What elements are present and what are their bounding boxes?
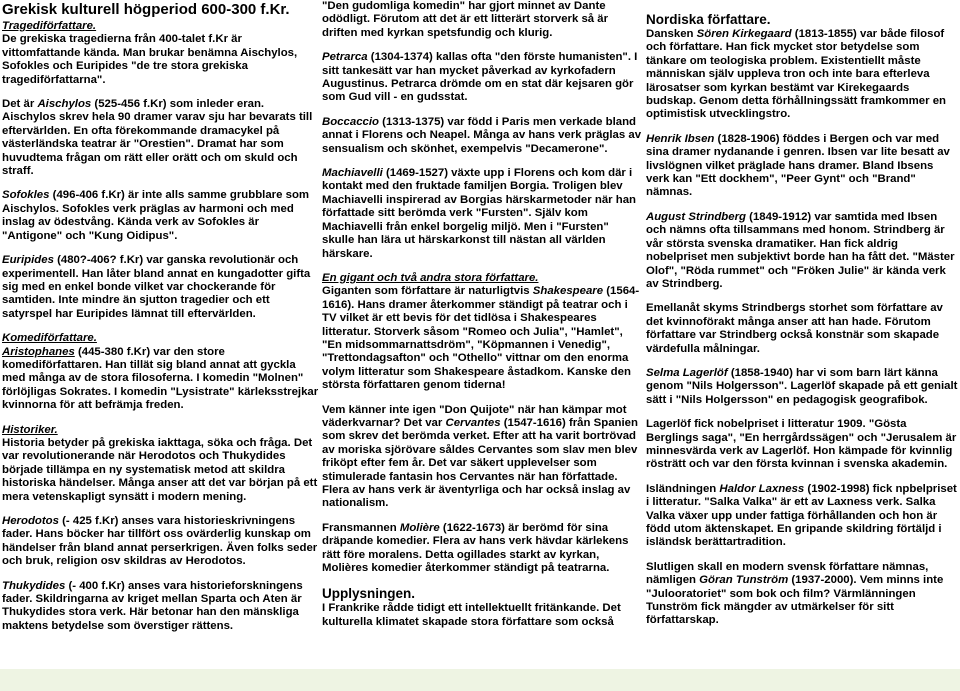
text: Isländningen bbox=[646, 482, 720, 495]
text: Giganten som författare är naturligtvis bbox=[322, 285, 533, 298]
tragic-intro: De grekiska tragedierna från 400-talet f.Kr är vittomfattande kända. Man brukar benämna Aischylos, Sofokles och Euripides "de tre stora grekiska tragediförfattarna". bbox=[2, 33, 298, 86]
name-petrarca: Petrarca bbox=[322, 51, 368, 64]
column-nordic bbox=[646, 0, 958, 639]
paragraph-enlightenment: I Frankrike rådde tidigt ett intellektuellt fritänkande. Det kulturella klimatet skapade stora författare som också bbox=[322, 602, 621, 628]
column-greek bbox=[2, 0, 320, 642]
paragraph-cervantes bbox=[322, 404, 644, 511]
paragraph-strindberg-women: Emellanåt skyms Strindbergs storhet som författare av det kvinnoförakt många anser att han hade. Förutom författare var Strindberg också konstnär som skapade värdefulla målningar. bbox=[646, 302, 943, 355]
paragraph-laxness bbox=[646, 483, 958, 550]
text: (1622-1673) är berömd för sina dräpande komedier. Flera av hans verk hävdar kärlekens rätt före moralens. Detta ogillades starkt av kyrkan, Molières komedier återkommer ständigt på teatrarna. bbox=[322, 521, 629, 575]
text: Dansken bbox=[646, 28, 697, 40]
text: (- 425 f.Kr) anses vara historieskrivningens fader. Hans böcker har tillfört oss ovärderlig kunskap om händelser från bland annat perserkrigen. Även folks seder och bruk, religion osv skildras av Herodotos. bbox=[2, 515, 318, 568]
text: (1813-1855) var både filosof och författare. Han fick mycket stor betydelse som tänkare om teologiska problem. Existentiellt måste människan själv uppleva tron och inte bara efterleva lärosatser som kyrkan bestämt var Kirekegaards budskap. Genom detta förhållningssätt framkommer en optimistisk utvecklingstro. bbox=[646, 28, 947, 121]
paragraph-lagerlof bbox=[646, 367, 958, 407]
name-machiavelli: Machiavelli bbox=[322, 167, 383, 180]
text: (525-456 f.Kr) som inleder eran. Aischylos skrev hela 90 dramer varav sju har bevarats till eftervärlden. En ofta förekommande dramacykel på västerländska teatrar är "Orestien". Dramat har som huvudtema frågan om rätt eller orätt och om skuld och straff. bbox=[2, 98, 313, 178]
text: (480?-406? f.Kr) var ganska revolutionär och experimentell. Han låter bland annat en kungadotter gifta sig med en enkel bonde vilket var chockerande för samtiden. Inte mindre än sjutton tragedier och ett satyrspel har Euripides lämnat till eftervärlden. bbox=[2, 254, 311, 320]
name-tunstrom: Göran Tunström bbox=[699, 574, 789, 587]
name-moliere: Molière bbox=[399, 521, 440, 534]
section-historians-heading: Historiker. bbox=[2, 423, 58, 436]
text: (1564-1616). Hans dramer återkommer ständigt på teatrar och i TV vilket är ett bevis för det tidlösa i Shakespeares litteratur. Storverk såsom "Romeo och Julia", "Hamlet", "En midsommarnattsdröm", "Köpmannen i Venedig", "Trettondagsafton" och "Othello" vittnar om den enorma volym litteratur som Shakespeare åstadkom. Kanske den största författaren genom tiderna! bbox=[322, 285, 640, 392]
text: (1304-1374) kallas ofta "den förste humanisten". I sitt tankesätt var han mycket påverkad av kyrkofadern Augustinus. Petrarca drömde om en stat där kejsaren gör som Gud vill - en gudsstat. bbox=[322, 51, 638, 104]
text: Vem känner inte igen "Don Quijote" när han kämpar mot väderkvarnar? Det var bbox=[322, 403, 627, 429]
text: (445-380 f.Kr) var den store komediförfattaren. Han tillät sig bland annat att gyckla med många av de stora filosoferna. I komedin "Molnen" förlöjligas Sokrates. I komedin "Lysistrate" kärleksstrejkar kvinnorna för att befrämja freden. bbox=[2, 345, 319, 412]
paragraph-moliere bbox=[322, 522, 644, 576]
name-aristophanes: Aristophanes bbox=[2, 345, 75, 358]
section-comic-heading: Komediförfattare. bbox=[2, 332, 97, 345]
name-shakespeare: Shakespeare bbox=[532, 285, 604, 298]
paragraph-ibsen bbox=[646, 133, 958, 200]
paragraph-thukydides bbox=[2, 580, 320, 634]
paragraph-euripides bbox=[2, 254, 320, 321]
name-boccaccio: Boccaccio bbox=[322, 115, 379, 128]
name-kierkegaard: Sören Kirkegaard bbox=[696, 28, 792, 40]
paragraph-kierkegaard bbox=[646, 28, 958, 122]
paragraph-strindberg bbox=[646, 211, 958, 291]
paragraph-aischylos bbox=[2, 98, 320, 178]
text: (1313-1375) var född i Paris men verkade bland annat i Florens och Neapel. Många av hans verk präglas av sensualism och skönhet, exempelvis "Decamerone". bbox=[322, 115, 642, 155]
text: (1547-1616) från Spanien som skrev det berömda verket. Efter att ha varit bortrövad av moriska sjörövare såldes Cervantes som slav men blev friköpt efter fem år. Det var säkert upplevelser som stimulerade fantasin hos Cervantes när han författade. Flera av hans verk är äventyrliga och har också inslag av nationalism. bbox=[322, 416, 638, 510]
column-europe bbox=[322, 0, 644, 640]
section-enlightenment-heading: Upplysningen. bbox=[322, 586, 416, 602]
name-thukydides: Thukydides bbox=[2, 579, 66, 592]
paragraph-aristophanes bbox=[2, 346, 320, 413]
paragraph-petrarca bbox=[322, 51, 644, 105]
text: (1849-1912) var samtida med Ibsen och nämns ofta tillsammans med honom. Strindberg är vår största svenska dramatiker. Han fick aldrig nobelpriset men subjektivt borde han ha fått det. "Mäster Olof", "Röda rummet" och "Fröken Julie" är kända verk av Strindberg. bbox=[646, 210, 955, 290]
paragraph-dante: "Den gudomliga komedin" har gjort minnet av Dante odödligt. Förutom att det är ett litterärt storverk så är driften med kyrkan spetsfundig och klurig. bbox=[322, 0, 609, 39]
page-title: Grekisk kulturell högperiod 600-300 f.Kr. bbox=[2, 1, 290, 18]
section-giant-heading: En gigant och två andra stora författare. bbox=[322, 271, 539, 284]
text: Fransmannen bbox=[322, 521, 400, 534]
section-nordic-heading: Nordiska författare. bbox=[646, 12, 771, 27]
text: (1828-1906) föddes i Bergen och var med sina dramer nydanande i genren. Ibsen var lite besatt av livslögnen vilket präglade hans dramer. Bland Ibsens verk kan "Ett dockhem", "Peer Gynt" och "Brand" nämnas. bbox=[646, 132, 950, 199]
page-footer-band bbox=[0, 669, 960, 691]
section-tragic-heading: Tragediförfattare. bbox=[2, 20, 97, 32]
name-cervantes: Cervantes bbox=[445, 416, 501, 429]
name-strindberg: August Strindberg bbox=[646, 210, 746, 223]
name-euripides: Euripides bbox=[2, 254, 54, 267]
paragraph-lagerlof-nobel: Lagerlöf fick nobelpriset i litteratur 1909. "Gösta Berglings saga", "En herrgårdssägen" och "Jerusalem är minnesvärda verk av Lagerlöf. Hon kämpade för kvinnlig rösträtt och var den första kvinnan i svenska akademin. bbox=[646, 418, 957, 471]
name-aischylos: Aischylos bbox=[37, 98, 92, 111]
paragraph-herodotos bbox=[2, 515, 320, 569]
name-ibsen: Henrik Ibsen bbox=[646, 132, 715, 145]
paragraph-sofokles bbox=[2, 189, 320, 243]
name-lagerlof: Selma Lagerlöf bbox=[646, 366, 728, 379]
paragraph-tunstrom bbox=[646, 561, 958, 628]
paragraph-boccaccio bbox=[322, 116, 644, 156]
text: Det är bbox=[2, 98, 38, 111]
text: (1937-2000). Vem minns inte "Julooratoriet" som bok och film? Värmlänningen Tunström fick mängder av utmärkelser för sitt författarskap. bbox=[646, 574, 944, 627]
paragraph-shakespeare bbox=[322, 285, 644, 392]
historians-intro: Historia betyder på grekiska iakttaga, söka och fråga. Det var revolutionerande när Herodotos och Thukydides började tillämpa en ny systematisk metod att skildra historiska händelser. Många anser att det var början på ett mera vetenskapligt synsätt i modern mening. bbox=[2, 436, 318, 503]
text: (1858-1940) har vi som barn lärt känna genom "Nils Holgersson". Lagerlöf skapade på ett genialt sätt i "Nils Holgersson" en pedagogisk geografibok. bbox=[646, 366, 958, 406]
text: (- 400 f.Kr) anses vara historieforskningens fader. Skildringarna av kriget mellan Sparta och Aten är Thukydides stora verk. Här betonar han den mänskliga maktens betydelse som överstiger rättens. bbox=[2, 579, 303, 632]
name-herodotos: Herodotos bbox=[2, 515, 59, 527]
text: (496-406 f.Kr) är inte alls samme grubblare som Aischylos. Sofokles verk präglas av harmoni och med inslag av ödestvång. Kända verk av Sofokles är "Antigone" och "Kung Oidipus". bbox=[2, 189, 310, 242]
name-sofokles: Sofokles bbox=[2, 189, 50, 202]
text: (1902-1998) fick npbelpriset i litteratur. "Salka Valka" är ett av Laxness verk. Salka Valka växer upp under fattiga förhållanden och hon är född utom äktenskapet. En gripande skildring förtäljd i isländsk berättartradition. bbox=[646, 482, 957, 549]
text: (1469-1527) växte upp i Florens och kom där i kontakt med den fruktade familjen Borgia. Troligen blev Machiavelli inspirerad av Borgias härskarmetoder när han författade sitt berömda verk "Fursten". Själv kom Machiavelli från enkel borgelig miljö. Men i "Fursten" skulle han lära ut härskarkonst till nästan all världen härskare. bbox=[322, 167, 636, 260]
name-laxness: Haldor Laxness bbox=[719, 482, 805, 495]
paragraph-machiavelli bbox=[322, 167, 644, 261]
text: Slutligen skall en modern svensk författare nämnas, nämligen bbox=[646, 560, 929, 587]
